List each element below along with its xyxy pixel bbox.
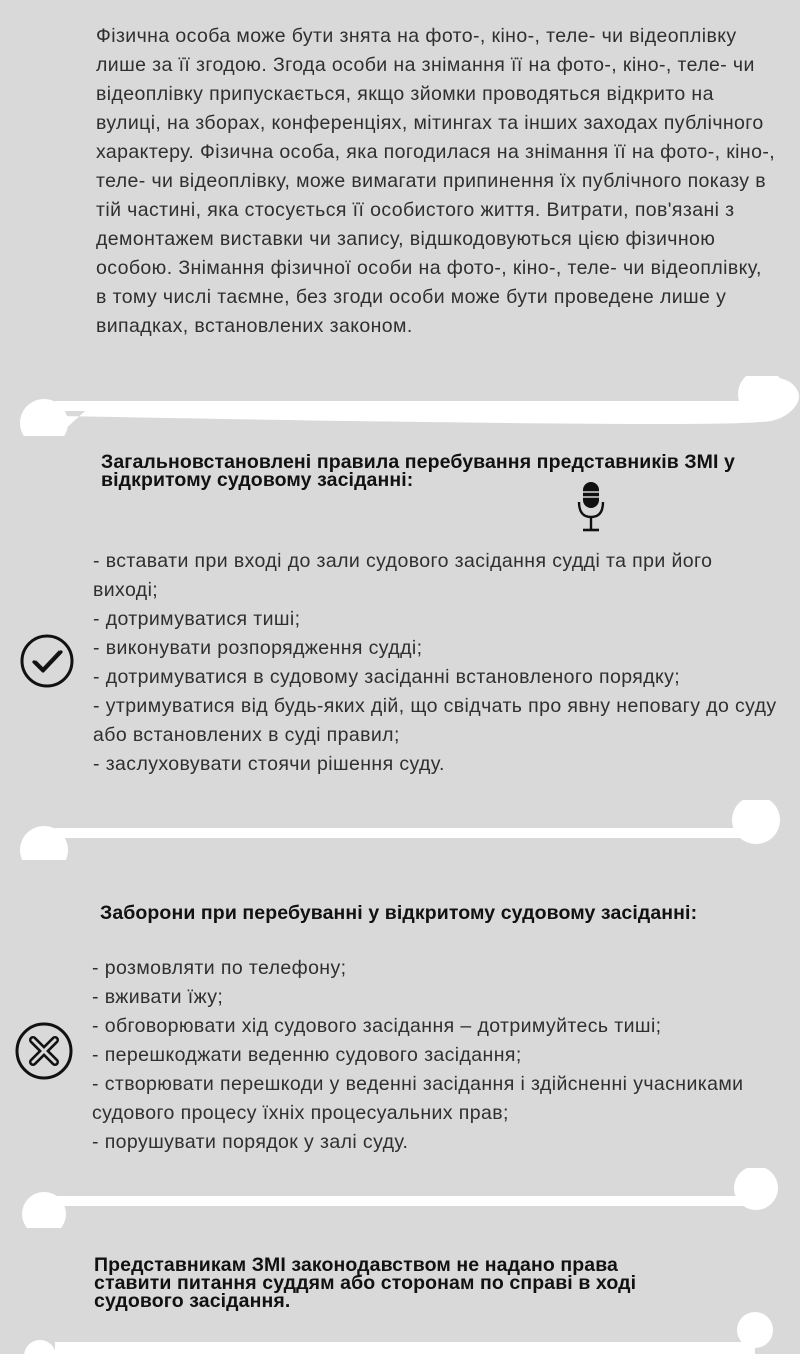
x-circle-icon	[13, 1020, 75, 1082]
list-item: - перешкоджати веденню судового засідання;	[92, 1044, 522, 1066]
prohibitions-list	[92, 954, 782, 1157]
list-item: - вставати при вході до зали судового засідання судді та при його виході;	[93, 550, 713, 601]
rules-list	[93, 547, 783, 779]
list-item: - заслуховувати стоячи рішення суду.	[93, 753, 445, 775]
list-item: - порушувати порядок у залі суду.	[92, 1131, 409, 1153]
intro-paragraph: Фізична особа може бути знята на фото-, кіно-, теле- чи відеоплівку лише за її згодою. Згода особи на знімання її на фото-, кіно-, теле- чи відеоплівку припускається, якщо зйомки проводяться відкрито на вулиці, на зборах, конференціях, мітингах та інших заходах публічного характеру. Фізична особа, яка погодилася на знімання її на фото-, кіно-, теле- чи відеоплівку, може вимагати припинення їх публічного показу в тій частині, яка стосується її особистого життя. Витрати, пов'язані з демонтажем виставки чи запису, відшкодовуються цією фізичною особою. Знімання фізичної особи на фото-, кіно-, теле- чи відеоплівку, в тому числі таємне, без згоди особи може бути проведене лише у випадках, встановлених законом.	[96, 25, 776, 337]
media-rights-note: Представникам ЗМІ законодавством не надано права ставити питання суддям або сторонам по справі в ході судового засідання.	[94, 1254, 637, 1312]
list-item: - утримуватися від будь-яких дій, що свідчать про явну неповагу до суду або встановлених в суді правил;	[93, 695, 777, 746]
list-item: - створювати перешкоди у веденні засідання і здійсненні учасниками судового процесу їхніх процесуальних прав;	[92, 1073, 744, 1124]
rules-heading: Загальновстановлені правила перебування представників ЗМІ у відкритому судовому засіданні:	[101, 451, 735, 491]
list-item: - дотримуватися тиші;	[93, 608, 301, 630]
check-circle-icon	[19, 633, 75, 689]
list-item: - обговорювати хід судового засідання – дотримуйтесь тиші;	[92, 1015, 662, 1037]
divider-curl	[0, 800, 800, 860]
list-item: - розмовляти по телефону;	[92, 957, 347, 979]
list-item: - виконувати розпорядження судді;	[93, 637, 423, 659]
divider-curl	[0, 1168, 800, 1228]
prohibitions-heading: Заборони при перебуванні у відкритому судовому засіданні:	[100, 902, 698, 924]
list-item: - вживати їжу;	[92, 986, 224, 1008]
list-item: - дотримуватися в судовому засіданні встановленого порядку;	[93, 666, 681, 688]
divider-curl	[0, 1294, 800, 1354]
microphone-icon	[574, 480, 608, 534]
divider-curl	[0, 376, 800, 436]
